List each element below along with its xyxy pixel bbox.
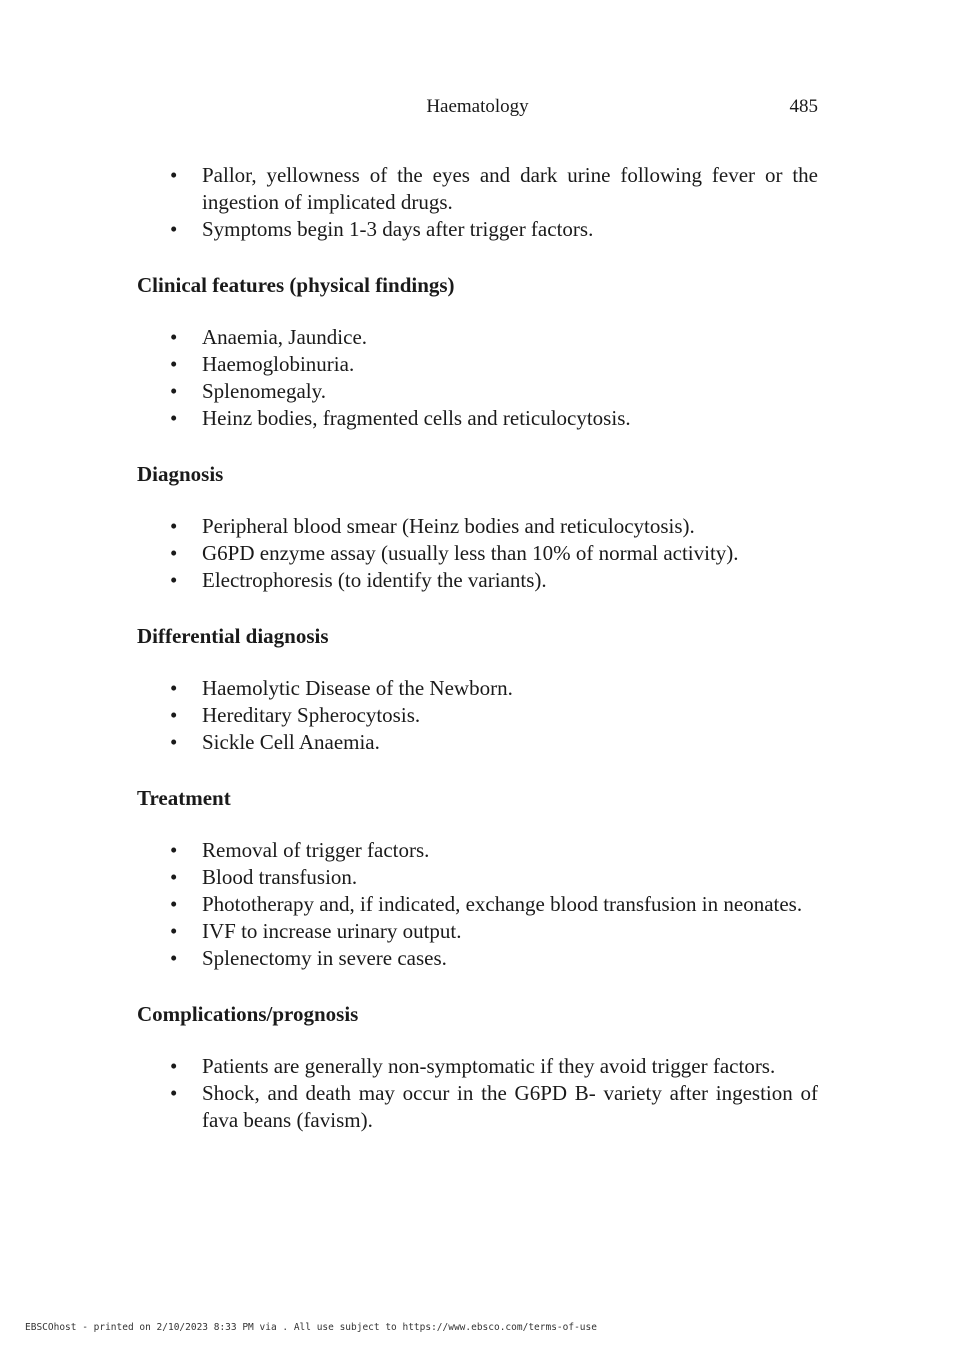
bullet-icon: •: [170, 1081, 178, 1105]
bullet-icon: •: [170, 379, 178, 403]
bullet-icon: •: [170, 730, 178, 754]
list-item-text: Heinz bodies, fragmented cells and reticulocytosis.: [202, 406, 631, 430]
bullet-icon: •: [170, 1054, 178, 1078]
bullet-icon: •: [170, 406, 178, 430]
list-item: [137, 891, 818, 918]
list-item-text: Patients are generally non-symptomatic if they avoid trigger factors.: [202, 1054, 776, 1078]
section-heading-complications-prognosis: Complications/prognosis: [137, 1002, 359, 1026]
list-item: [137, 729, 818, 756]
bullet-icon: •: [170, 892, 178, 916]
list-item-text: Haemoglobinuria.: [202, 352, 355, 376]
list-item-text: Symptoms begin 1-3 days after trigger factors.: [202, 217, 594, 241]
list-item-text: Shock, and death may occur in the G6PD B- variety after ingestion of fava beans (favism).: [202, 1081, 818, 1132]
list-item: [137, 216, 818, 243]
list-item-text: IVF to increase urinary output.: [202, 919, 462, 943]
bullet-icon: •: [170, 541, 178, 565]
running-header: [0, 96, 955, 122]
list-item-text: Sickle Cell Anaemia.: [202, 730, 380, 754]
list-item: [137, 864, 818, 891]
bullet-icon: •: [170, 838, 178, 862]
list-item-text: Hereditary Spherocytosis.: [202, 703, 421, 727]
intro-bullet-list: [137, 162, 818, 243]
complications-prognosis-list: [137, 1053, 818, 1134]
list-item: [137, 378, 818, 405]
bullet-icon: •: [170, 163, 178, 187]
list-item-text: Removal of trigger factors.: [202, 838, 430, 862]
bullet-icon: •: [170, 703, 178, 727]
list-item: [137, 405, 818, 432]
section-heading-diagnosis: Diagnosis: [137, 462, 224, 486]
list-item-text: Splenectomy in severe cases.: [202, 946, 447, 970]
list-item: [137, 702, 818, 729]
diagnosis-list: [137, 513, 818, 594]
list-item-text: G6PD enzyme assay (usually less than 10% of normal activity).: [202, 541, 739, 565]
list-item: [137, 351, 818, 378]
treatment-list: [137, 837, 818, 972]
bullet-icon: •: [170, 325, 178, 349]
section-heading-clinical-features: Clinical features (physical findings): [137, 273, 455, 297]
list-item-text: Electrophoresis (to identify the variants).: [202, 568, 547, 592]
page-body: [137, 162, 818, 1134]
list-item: [137, 675, 818, 702]
list-item: [137, 1053, 818, 1080]
list-item: [137, 540, 818, 567]
list-item: [137, 162, 818, 216]
list-item-text: Pallor, yellowness of the eyes and dark urine following fever or the ingestion of implicated drugs.: [202, 163, 818, 214]
list-item-text: Phototherapy and, if indicated, exchange blood transfusion in neonates.: [202, 892, 803, 916]
bullet-icon: •: [170, 946, 178, 970]
bullet-icon: •: [170, 217, 178, 241]
running-head-title: Haematology: [426, 96, 529, 117]
list-item: [137, 918, 818, 945]
list-item-text: Anaemia, Jaundice.: [202, 325, 368, 349]
clinical-features-list: [137, 324, 818, 432]
ebsco-print-footer: EBSCOhost - printed on 2/10/2023 8:33 PM via . All use subject to https://www.ebsco.com/terms-of-use: [25, 1322, 597, 1333]
list-item: [137, 837, 818, 864]
bullet-icon: •: [170, 865, 178, 889]
list-item-text: Haemolytic Disease of the Newborn.: [202, 676, 513, 700]
section-heading-treatment: Treatment: [137, 786, 231, 810]
page-number: 485: [789, 96, 818, 117]
list-item: [137, 567, 818, 594]
list-item: [137, 513, 818, 540]
section-heading-differential-diagnosis: Differential diagnosis: [137, 624, 329, 648]
bullet-icon: •: [170, 676, 178, 700]
list-item: [137, 324, 818, 351]
bullet-icon: •: [170, 568, 178, 592]
list-item: [137, 945, 818, 972]
list-item-text: Blood transfusion.: [202, 865, 358, 889]
bullet-icon: •: [170, 919, 178, 943]
differential-diagnosis-list: [137, 675, 818, 756]
list-item-text: Splenomegaly.: [202, 379, 327, 403]
bullet-icon: •: [170, 352, 178, 376]
bullet-icon: •: [170, 514, 178, 538]
list-item-text: Peripheral blood smear (Heinz bodies and reticulocytosis).: [202, 514, 695, 538]
list-item: [137, 1080, 818, 1134]
